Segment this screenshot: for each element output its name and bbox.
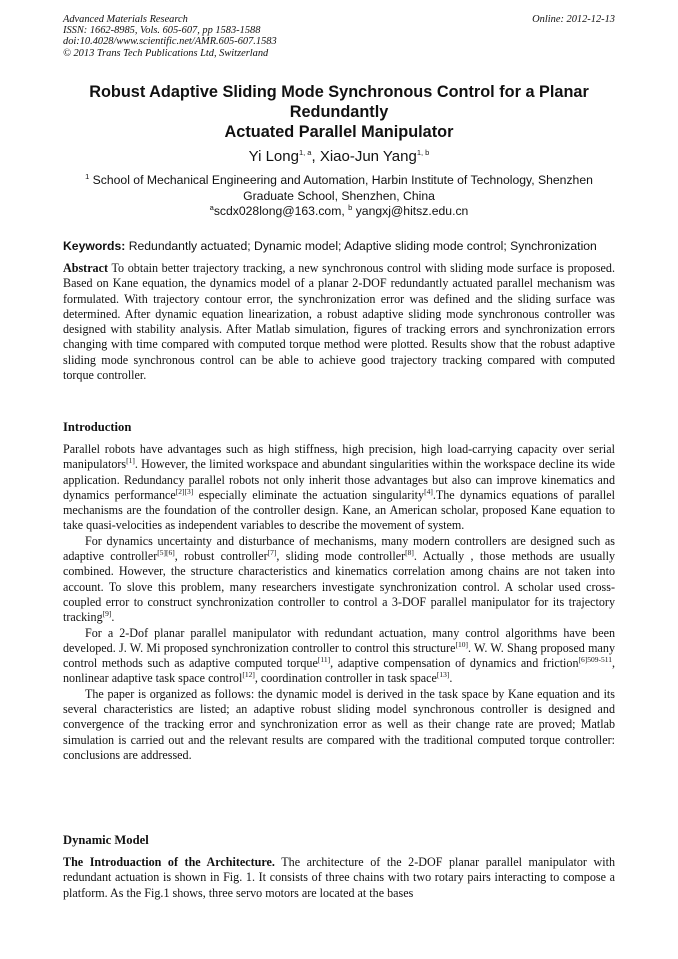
author-separator: , [311,148,320,165]
copyright-line: © 2013 Trans Tech Publications Ltd, Switzerland [63,47,269,59]
author-list [63,148,615,166]
keywords-label: Keywords: [63,239,126,253]
citation: [13] [436,670,450,680]
text-run: . Actually , those methods are usually combined. However, the structure characteristics and kinematics correlation among chains are not taken into account. To slove this problem, many researchers investigate synchronization control. A scholar used cross-coupled error to construct synchronization controller to control a 3-DOF parallel manipulator for its trajectory tracking [63,549,615,625]
author-1-affil: 1, a [298,148,312,157]
email-b-marker: b [348,202,353,212]
text-run: . However, the limited workspace and abundant singularities within the workspace decline its wide application. Redundancy parallel robots not only inherit those advantages but also can improve kinematics and dynamics performance [63,457,615,502]
subsection-heading: The Introduaction of the Architecture. [63,855,275,869]
citation: [1] [126,456,135,466]
introduction-body [63,442,615,763]
intro-paragraph-4: The paper is organized as follows: the dynamic model is derived in the task space by Kane equation and its several characteristics are listed; an adaptive robust sliding model synchronous controller is designed and convergence of the tracking error and synchronization error as well as their change rate are proved; Matlab simulation is carried out and the relevant results are compared with the traditional computed torque controller: conclusions are addressed. [63,686,615,762]
citation: [11] [317,655,331,665]
doi-line: doi:10.4028/www.scientific.net/AMR.605-607.1583 [63,36,277,48]
author-2: Xiao-Jun Yang [319,148,417,165]
text-run: . [111,610,115,625]
title-line-1: Robust Adaptive Sliding Mode Synchronous Control for a Planar [89,83,589,101]
email-a-marker: a [209,202,214,212]
citation: [5][6] [157,548,175,558]
citation: [9] [102,609,112,619]
text-run: especially eliminate the actuation singularity [193,487,425,502]
intro-paragraph-1 [63,442,615,534]
text-run: , coordination controller in task space [254,671,437,686]
section-heading-introduction: Introduction [63,420,132,434]
author-1: Yi Long [248,148,299,165]
text-run: Parallel robots have advantages such as high stiffness, high precision, high load-carrying capacity over serial manipulators [63,442,615,472]
text-run: .The dynamics equations of parallel mechanisms are the foundation of the controller design. Kane, an American scholar, proposed Kane equation to take quasi-velocities as independent variables to describe the movement of system. [63,487,616,533]
section-heading-dynamic-model: Dynamic Model [63,833,149,847]
title-line-2: Redundantly [289,103,389,121]
title-line-3: Actuated Parallel Manipulator [224,123,454,141]
text-run: , robust controller [174,549,268,564]
dynamic-model-text: The architecture of the 2-DOF planar parallel manipulator with redundant actuation is shown in Fig. 1. It consists of three chains with two rotary pairs interacting to compose a platform. As the Fig.1 shows, three servo motors are located at the bases [63,855,616,900]
text-run: , adaptive compensation of dynamics and friction [330,656,579,671]
paper-title [63,82,615,142]
author-2-affil: 1, b [416,148,430,157]
citation: [12] [242,670,255,680]
text-run: , sliding mode controller [276,549,406,564]
affil-line-2: Graduate School, Shenzhen, China [243,189,435,203]
affil-line-1: School of Mechanical Engineering and Automation, Harbin Institute of Technology, Shenzhen [89,173,593,187]
text-run: , nonlinear adaptive task space control [63,656,616,686]
intro-paragraph-2 [63,534,615,626]
text-run: . [449,671,453,686]
dynamic-model-body [63,855,615,901]
citation: [10] [455,639,468,649]
citation: [4] [424,486,433,496]
text-run: . W. W. Shang proposed many control methods such as adaptive computed torque [63,640,615,671]
online-date: Online: 2012-12-13 [532,14,615,25]
affil-marker: 1 [85,171,90,181]
abstract [63,261,615,383]
abstract-text: To obtain better trajectory tracking, a new synchronous control with sliding mode surface is proposed. Based on Kane equation, the dynamics model of a planar 2-DOF redundantly actuated parallel mechanism was formulated. With trajectory contour error, the synchronization error was defined and the sliding surface was determined. After dynamic equation linearization, a robust adaptive sliding mode synchronous controller was designed with stability analysis. After Matlab simulation, figures of tracking errors and synchronization errors changing with time compared with computed torque method were plotted. Results show that the robust adaptive sliding mode synchronous control can be able to achieve good trajectory tracking compared with computed torque controller. [63,261,615,382]
affiliation [63,172,615,204]
email-a[interactable]: scdx028long@163.com, [213,204,349,218]
intro-paragraph-3 [63,626,615,687]
citation: [8] [405,548,414,558]
citation: [6]509-511 [578,655,612,665]
journal-name: Advanced Materials Research [63,14,188,25]
citation: [2][3] [175,486,194,496]
citation: [7] [267,548,277,558]
issn-line: ISSN: 1662-8985, Vols. 605-607, pp 1583-1588 [63,25,261,37]
text-run: For dynamics uncertainty and disturbance of mechanisms, many modern controllers are designed such as adaptive controller [63,533,615,564]
email-b[interactable]: yangxj@hitsz.edu.cn [352,204,469,218]
abstract-label: Abstract [63,261,109,275]
header-left [63,14,277,59]
text-run: For a 2-Dof planar parallel manipulator with redundant actuation, many control algorithms have been developed. J. W. Mi proposed synchronization controller to control this structure [63,625,615,655]
keywords [63,239,615,254]
keywords-text: Redundantly actuated; Dynamic model; Adaptive sliding mode control; Synchronization [125,239,597,253]
author-emails [63,204,615,219]
